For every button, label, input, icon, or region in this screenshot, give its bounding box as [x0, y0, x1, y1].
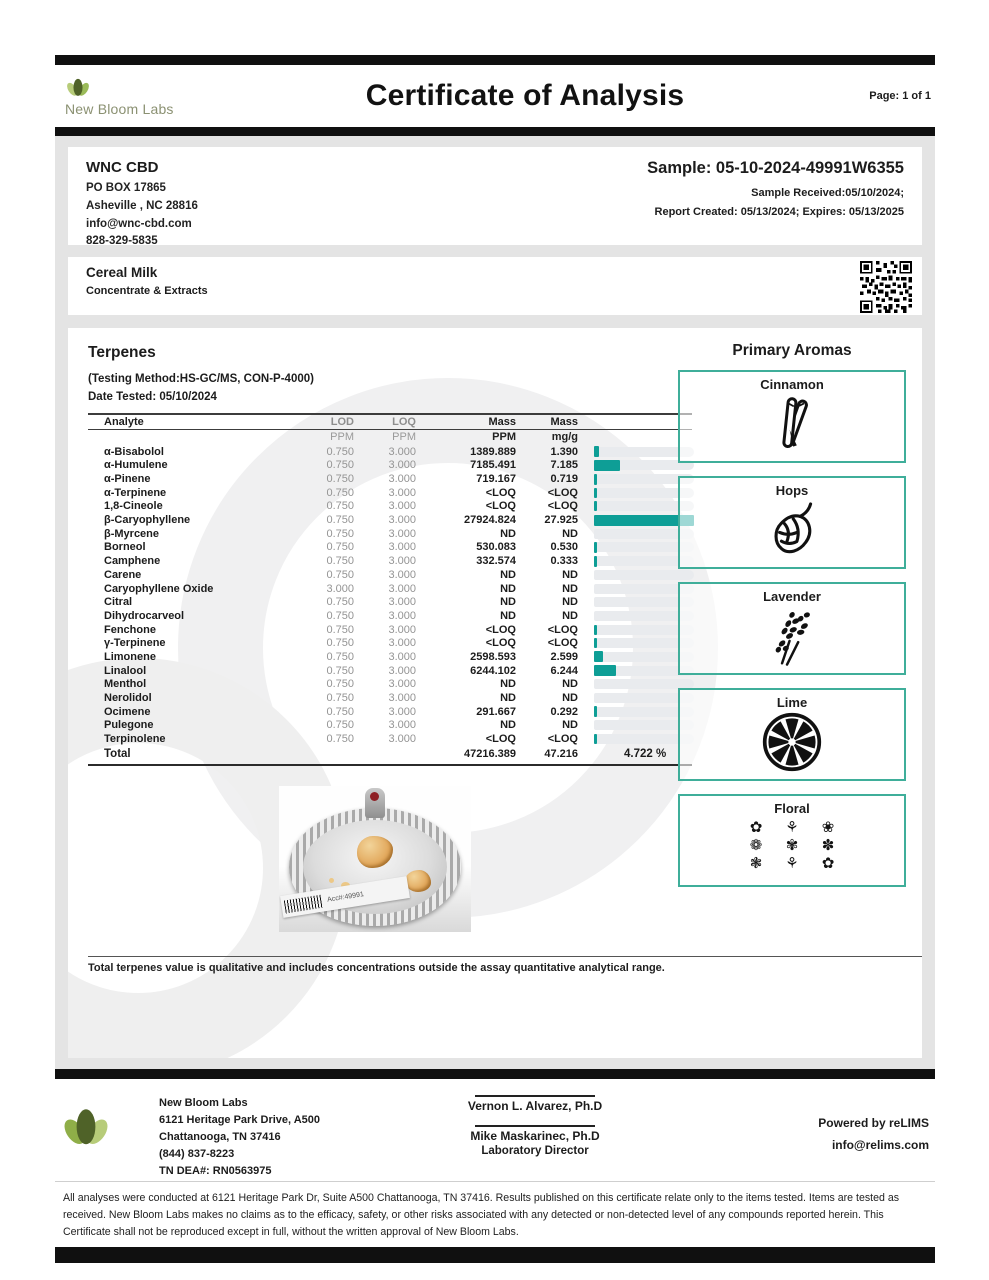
table-row: α-Terpinene 0.750 3.000 <LOQ <LOQ	[88, 486, 692, 500]
table-row: 1,8-Cineole 0.750 3.000 <LOQ <LOQ	[88, 500, 692, 514]
table-row: Linalool 0.750 3.000 6244.102 6.244	[88, 664, 692, 678]
table-units-row	[88, 430, 692, 445]
total-label: Total	[104, 747, 131, 760]
total-mgg: 47.216	[544, 747, 578, 760]
table-row: Terpinolene 0.750 3.000 <LOQ <LOQ	[88, 732, 692, 746]
signature-line	[475, 1095, 595, 1097]
aromas-title: Primary Aromas	[732, 342, 852, 359]
table-row: Citral 0.750 3.000 ND ND	[88, 595, 692, 609]
sample-received: Sample Received:05/10/2024;	[751, 187, 904, 199]
signature-block	[440, 1095, 630, 1179]
cinnamon-icon	[762, 393, 822, 457]
footer-leaf-logo-icon	[61, 1101, 111, 1155]
table-row: Dihydrocarveol 0.750 3.000 ND ND	[88, 609, 692, 623]
total-ppm: 47216.389	[464, 747, 516, 760]
table-header-row	[88, 413, 692, 430]
total-percent: 4.722 %	[624, 747, 667, 760]
footer-border-bar	[55, 1069, 935, 1079]
footer-lab-name: New Bloom Labs	[159, 1097, 248, 1109]
aroma-hops: Hops	[678, 476, 906, 569]
lab-address-block: New Bloom Labs 6121 Heritage Park Drive, A500 Chattanooga, TN 37416 (844) 837-8223 TN DEA#: RN0563975	[159, 1097, 321, 1178]
table-row: Fenchone 0.750 3.000 <LOQ <LOQ	[88, 623, 692, 637]
aroma-floral: Floral ✿ ⚘ ❀ ❁ ✾ ✽ ❃ ⚘ ✿	[678, 794, 906, 887]
aroma-lime: Lime	[678, 688, 906, 781]
table-row: Menthol 0.750 3.000 ND ND	[88, 677, 692, 691]
table-row: Camphene 0.750 3.000 332.574 0.333	[88, 554, 692, 568]
signer-name: Vernon L. Alvarez, Ph.D	[467, 1099, 603, 1113]
table-total-row	[88, 746, 692, 762]
leaf-logo-icon	[65, 76, 91, 100]
client-email: info@wnc-cbd.com	[86, 217, 192, 230]
floral-icon: ✿ ⚘ ❀ ❁ ✾ ✽ ❃ ⚘ ✿	[749, 819, 835, 872]
table-row: Nerolidol 0.750 3.000 ND ND	[88, 691, 692, 705]
client-address-line: Asheville , NC 28816	[86, 199, 198, 212]
product-card	[68, 257, 922, 315]
terpenes-card	[68, 328, 922, 1058]
date-tested: Date Tested: 05/10/2024	[88, 391, 217, 404]
table-row: Ocimene 0.750 3.000 291.667 0.292	[88, 705, 692, 719]
powered-by-block	[818, 1095, 929, 1179]
client-sample-card	[68, 147, 922, 248]
disclaimer-text: All analyses were conducted at 6121 Heritage Park Dr, Suite A500 Chattanooga, TN 37416. Results published on this certificate relate only to the items tested. Items are tested as received. New Bloom Labs makes no claims as to the efficacy, safety, or other risks associated with any detected or non-detected level of any compounds reported herein. This Certificate shall not be reproduced except in full, without the written approval of New Bloom Labs.	[63, 1192, 900, 1238]
table-row: β-Caryophyllene 0.750 3.000 27924.824 27.925	[88, 513, 692, 527]
product-category: Concentrate & Extracts	[86, 285, 208, 297]
bottom-border-bar	[55, 1247, 935, 1263]
page-number: Page: 1 of 1	[869, 90, 931, 102]
header	[55, 65, 935, 127]
table-footnote: Total terpenes value is qualitative and includes concentrations outside the assay quantitative analytical range.	[88, 961, 665, 974]
lavender-icon	[761, 605, 823, 667]
client-address-line: PO BOX 17865	[86, 182, 166, 194]
col-lod: LOD	[330, 415, 354, 428]
lime-icon	[761, 711, 823, 773]
table-row: β-Myrcene 0.750 3.000 ND ND	[88, 527, 692, 541]
sample-block	[647, 159, 904, 245]
sample-label: Acc#:49991	[280, 876, 410, 918]
signer-title: Laboratory Director	[481, 1145, 589, 1157]
testing-method: (Testing Method:HS-GC/MS, CON-P-4000)	[88, 373, 314, 385]
table-row: α-Pinene 0.750 3.000 719.167 0.719	[88, 472, 692, 486]
unit-lod: PPM	[330, 431, 354, 444]
col-analyte: Analyte	[104, 415, 144, 428]
table-row: γ-Terpinene 0.750 3.000 <LOQ <LOQ	[88, 636, 692, 650]
primary-aromas-panel	[678, 342, 906, 900]
hops-icon	[761, 499, 823, 561]
table-row: α-Humulene 0.750 3.000 7185.491 7.185	[88, 458, 692, 472]
relims-email: info@relims.com	[831, 1137, 929, 1152]
terpene-rows	[88, 445, 692, 746]
dish-handle	[365, 788, 385, 818]
table-row: Caryophyllene Oxide 3.000 3.000 ND ND	[88, 582, 692, 596]
col-loq: LOQ	[392, 415, 416, 428]
qr-code	[860, 261, 912, 313]
client-block	[86, 159, 198, 248]
lab-name: New Bloom Labs	[65, 100, 174, 117]
unit-ppm: PPM	[492, 431, 516, 444]
top-border-bar	[55, 55, 935, 65]
lab-logo	[55, 76, 225, 117]
signature-line	[475, 1125, 595, 1127]
aroma-lavender: Lavender	[678, 582, 906, 675]
table-row: Carene 0.750 3.000 ND ND	[88, 568, 692, 582]
header-border-bar	[55, 127, 935, 136]
section-title-terpenes: Terpenes	[88, 344, 156, 361]
col-mass-mgg: Mass	[550, 415, 578, 428]
page-title: Certificate of Analysis	[365, 79, 685, 112]
table-row: Limonene 0.750 3.000 2598.593 2.599	[88, 650, 692, 664]
col-mass-ppm: Mass	[488, 415, 516, 428]
table-row: Borneol 0.750 3.000 530.083 0.530	[88, 541, 692, 555]
aroma-cinnamon: Cinnamon	[678, 370, 906, 463]
client-name: WNC CBD	[86, 159, 159, 176]
table-row: α-Bisabolol 0.750 3.000 1389.889 1.390	[88, 445, 692, 459]
sample-photo	[279, 786, 471, 932]
terpenes-table	[88, 413, 692, 766]
signer-name: Mike Maskarinec, Ph.D	[470, 1129, 600, 1143]
product-name: Cereal Milk	[86, 265, 158, 280]
report-dates: Report Created: 05/13/2024; Expires: 05/13/2025	[654, 205, 904, 218]
footer	[55, 1079, 935, 1179]
table-row: Pulegone 0.750 3.000 ND ND	[88, 719, 692, 733]
sample-id: Sample: 05-10-2024-49991W6355	[647, 159, 904, 177]
unit-loq: PPM	[392, 431, 416, 444]
client-phone: 828-329-5835	[86, 235, 158, 248]
barcode	[284, 894, 324, 913]
unit-mgg: mg/g	[551, 431, 578, 444]
powered-by: Powered by reLIMS	[818, 1116, 929, 1130]
